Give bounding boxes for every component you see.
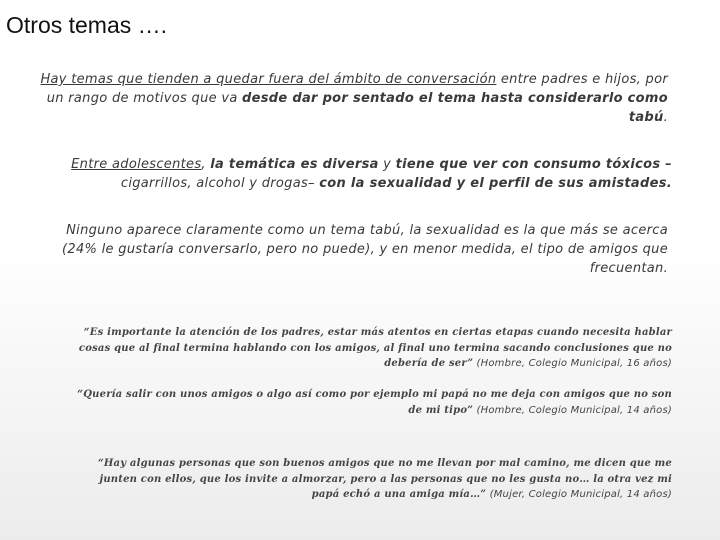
bold-text: tiene que ver con consumo tóxicos – (395, 157, 672, 172)
quote-block (70, 387, 672, 418)
bold-text: desde dar por sentado el tema hasta considerarlo como tabú (242, 91, 668, 125)
bold-text: la temática es diversa (210, 157, 379, 172)
plain-text: Ninguno aparece claramente como un tema tabú, la sexualidad es la que más se acerca (24% le gustaría conversarlo, pero no puede), y en menor medida, el tipo de amigos que frecuentan. (62, 223, 668, 276)
underlined-text: Hay temas que tienden a quedar fuera del ámbito de conversación (40, 72, 497, 87)
paragraph-adolescents (40, 155, 672, 193)
plain-text: cigarrillos, alcohol y drogas– (120, 176, 320, 191)
bold-text: con la sexualidad y el perfil de sus amistades. (319, 176, 672, 191)
quote-block (70, 456, 672, 503)
plain-text: entre padres e hijos, por un rango de motivos que va (46, 72, 668, 106)
plain-text: , (201, 157, 211, 172)
paragraph-conversation-topics (40, 70, 668, 127)
paragraph-taboo (40, 221, 668, 278)
slide-title: Otros temas …. (6, 12, 168, 38)
quote-source: (Mujer, Colegio Municipal, 14 años) (486, 489, 672, 500)
underlined-text: Entre adolescentes (71, 157, 202, 172)
plain-text: y (378, 157, 396, 172)
plain-text: . (663, 110, 668, 125)
quote-block (70, 325, 672, 372)
quote-text: “Es importante la atención de los padres, estar más atentos en ciertas etapas cuando necesita hablar cosas que al final termina hablando con los amigos, al final uno termina sacando conclusiones que no debería de ser” (78, 327, 672, 369)
quote-source: (Hombre, Colegio Municipal, 16 años) (473, 358, 672, 369)
quote-text: “Hay algunas personas que son buenos amigos que no me llevan por mal camino, me dicen que me junten con ellos, que los invite a almorzar, pero a las personas que no les gusta no… la otra vez mi papá echó a una amiga mía…” (97, 458, 672, 500)
quote-source: (Hombre, Colegio Municipal, 14 años) (473, 404, 672, 416)
quote-text: “Quería salir con unos amigos o algo así como por ejemplo mi papá no me deja con amigos que no son de mi tipo” (77, 389, 672, 416)
